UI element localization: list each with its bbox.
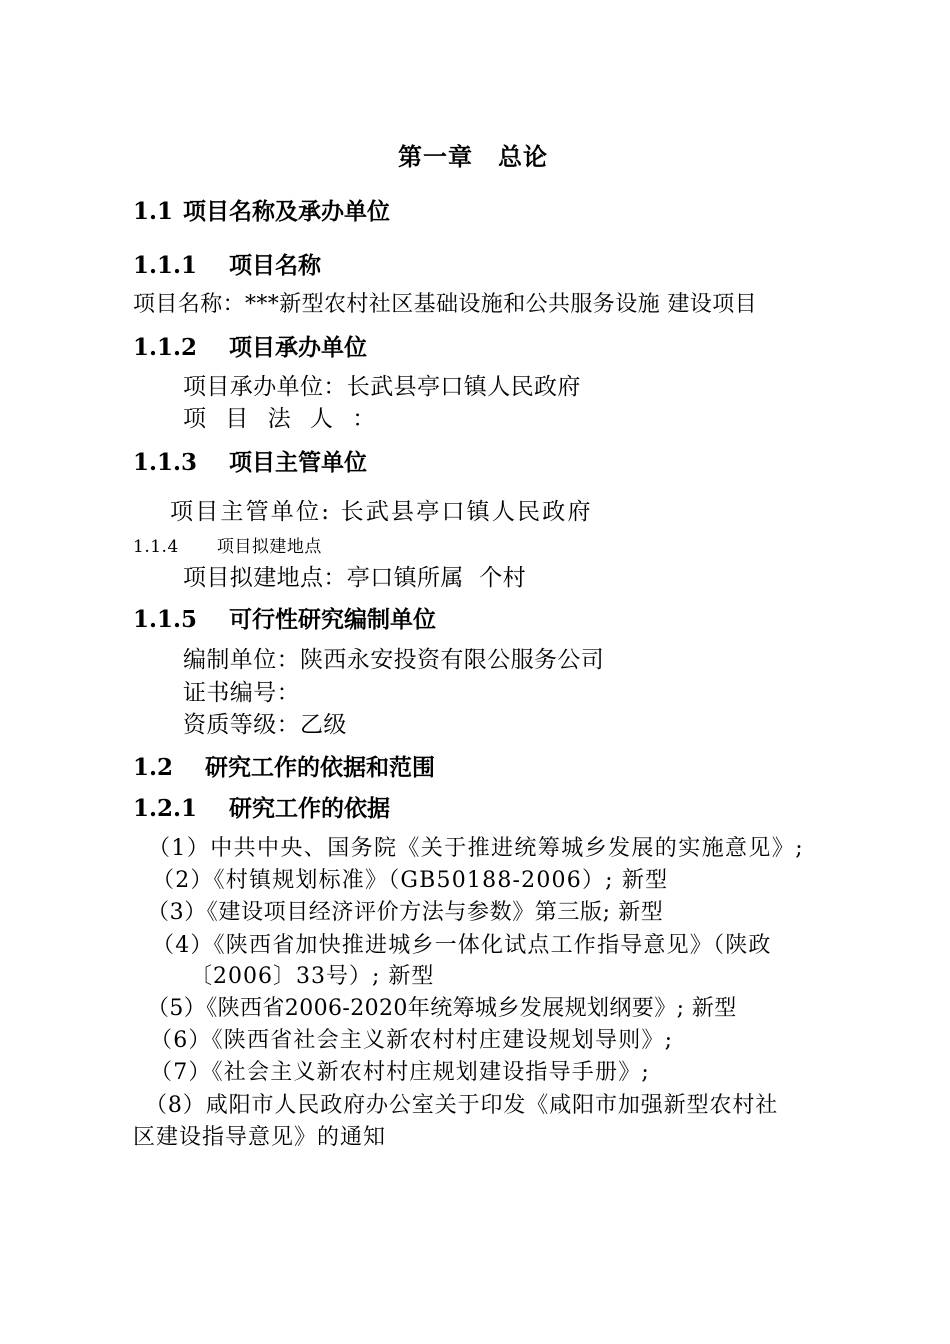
undertaking-unit-line: 项目承办单位：长武县亭口镇人民政府	[183, 374, 581, 400]
section-number: 1.2.1	[133, 795, 198, 822]
basis-item-8: （8）咸阳市人民政府办公室关于印发《咸阳市加强新型农村社	[145, 1093, 779, 1118]
section-title: 研究工作的依据和范围	[205, 754, 436, 781]
basis-item-5: （5）《陕西省2006-2020年统筹城乡发展规划纲要》; 新型	[147, 996, 737, 1021]
section-1-2-heading	[133, 756, 435, 779]
legal-person-line: 项 目 法 人 ：	[183, 406, 382, 432]
basis-item-1: （1）中共中央、国务院《关于推进统筹城乡发展的实施意见》;	[148, 836, 805, 861]
section-title: 项目拟建地点	[216, 537, 322, 557]
section-1-1-3-heading	[133, 451, 367, 474]
basis-item-6: （6）《陕西省社会主义新农村村庄建设规划导则》;	[150, 1028, 674, 1053]
section-1-1-heading	[133, 200, 390, 223]
section-title: 项目主管单位	[229, 449, 368, 476]
section-title: 项目名称及承办单位	[183, 198, 391, 225]
section-number: 1.1.5	[133, 606, 198, 633]
compiling-unit-line: 编制单位：陕西永安投资有限公服务公司	[183, 647, 605, 673]
basis-item-8-continued: 区建设指导意见》的通知	[133, 1125, 387, 1150]
section-1-1-4-heading	[133, 539, 322, 556]
construction-site-line: 项目拟建地点：亭口镇所属 个村	[183, 565, 527, 591]
section-number: 1.2	[133, 754, 174, 781]
chapter-title: 第一章 总论	[398, 142, 548, 171]
project-name-line: 项目名称：***新型农村社区基础设施和公共服务设施 建设项目	[133, 292, 757, 317]
section-title: 研究工作的依据	[229, 795, 391, 822]
section-number: 1.1	[133, 198, 174, 225]
basis-item-4-continued: 〔2006〕33号）; 新型	[190, 964, 435, 989]
qualification-grade-line: 资质等级：乙级	[183, 712, 347, 738]
basis-item-4: （4）《陕西省加快推进城乡一体化试点工作指导意见》（陕政	[152, 933, 772, 958]
section-1-1-2-heading	[133, 336, 367, 359]
section-title: 项目名称	[229, 252, 322, 279]
section-1-1-5-heading	[133, 608, 436, 631]
section-number: 1.1.4	[133, 537, 179, 557]
section-1-1-1-heading	[133, 254, 321, 277]
basis-item-3: （3）《建设项目经济评价方法与参数》第三版; 新型	[147, 900, 664, 925]
section-1-2-1-heading	[133, 797, 390, 820]
basis-item-2: （2）《村镇规划标准》（GB50188-2006）; 新型	[152, 868, 669, 893]
section-title: 项目承办单位	[229, 334, 368, 361]
section-number: 1.1.3	[133, 449, 198, 476]
section-number: 1.1.1	[133, 252, 198, 279]
section-title: 可行性研究编制单位	[229, 606, 437, 633]
basis-item-7: （7）《社会主义新农村村庄规划建设指导手册》;	[150, 1060, 651, 1085]
section-number: 1.1.2	[133, 334, 198, 361]
certificate-number-line: 证书编号：	[183, 680, 300, 706]
supervising-unit-line: 项目主管单位: 长武县亭口镇人民政府	[170, 499, 593, 525]
